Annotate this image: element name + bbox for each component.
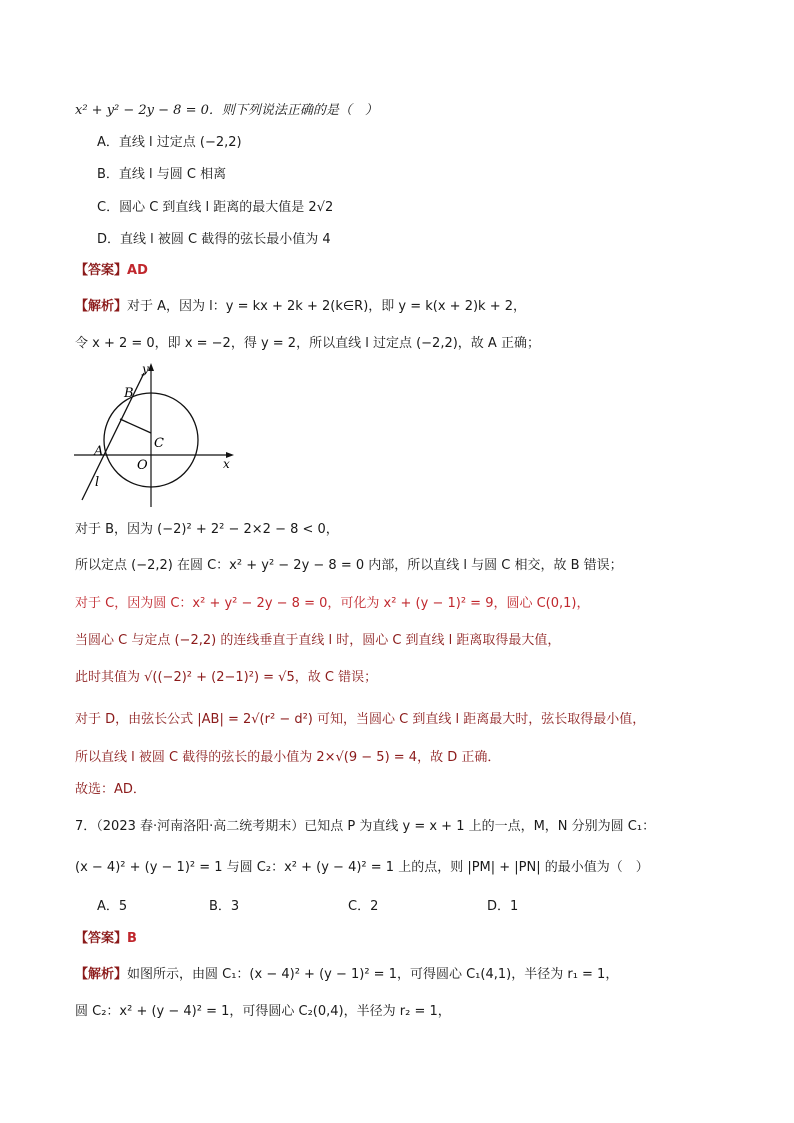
analysis-label: 【解析】 bbox=[75, 299, 128, 314]
answer-7-value: B bbox=[127, 931, 137, 946]
answer-7-line bbox=[75, 930, 137, 948]
label-y: y bbox=[142, 362, 149, 376]
q7-option-d: D．1 bbox=[487, 899, 519, 914]
answer-value: AD bbox=[127, 263, 148, 278]
option-a: A．直线 l 过定点 (−2,2) bbox=[97, 135, 242, 150]
analysis-line-7: 此时其值为 √((−2)² + (2−1)²) = √5，故 C 错误； bbox=[75, 670, 378, 685]
answer-label: 【答案】 bbox=[75, 263, 128, 278]
circle-line-figure bbox=[70, 355, 240, 510]
analysis-line-10: 故选：AD． bbox=[75, 782, 146, 797]
answer-line bbox=[75, 262, 148, 280]
question-7-line-1: 7．（2023 春·河南洛阳·高二统考期末）已知点 P 为直线 y = x + 1 上的一点，M，N 分别为圆 C₁： bbox=[75, 819, 656, 834]
analysis-line-5: 对于 C，因为圆 C：x² + y² − 2y − 8 = 0，可化为 x² + (y − 1)² = 9，圆心 C(0,1)， bbox=[75, 596, 590, 611]
analysis-line-6: 当圆心 C 与定点 (−2,2) 的连线垂直于直线 l 时，圆心 C 到直线 l 距离取得最大值， bbox=[75, 633, 561, 648]
option-b: B．直线 l 与圆 C 相离 bbox=[97, 167, 227, 182]
answer-7-label: 【答案】 bbox=[75, 931, 128, 946]
analysis-line-9: 所以直线 l 被圆 C 截得的弦长的最小值为 2×√(9 − 5) = 4，故 D 正确． bbox=[75, 750, 501, 765]
label-x: x bbox=[223, 457, 230, 471]
q7-option-a: A．5 bbox=[97, 899, 128, 914]
q7-option-b: B．3 bbox=[209, 899, 240, 914]
label-c: C bbox=[154, 436, 164, 451]
analysis-line-2: 令 x + 2 = 0，即 x = −2，得 y = 2，所以直线 l 过定点 (−2,2)，故 A 正确； bbox=[75, 336, 540, 351]
analysis-line-1: 【解析】对于 A，因为 l：y = kx + 2k + 2(k∈R)，即 y = k(x + 2)k + 2， bbox=[75, 299, 527, 314]
option-d: D．直线 l 被圆 C 截得的弦长最小值为 4 bbox=[97, 232, 331, 247]
option-c: C．圆心 C 到直线 l 距离的最大值是 2√2 bbox=[97, 200, 334, 215]
analysis-7-line-1: 【解析】如图所示，由圆 C₁：(x − 4)² + (y − 1)² = 1，可得圆心 C₁(4,1)，半径为 r₁ = 1， bbox=[75, 967, 619, 982]
analysis-line-3: 对于 B，因为 (−2)² + 2² − 2×2 − 8 < 0， bbox=[75, 522, 339, 537]
analysis-7-line-2: 圆 C₂：x² + (y − 4)² = 1，可得圆心 C₂(0,4)，半径为 r₂ = 1， bbox=[75, 1004, 451, 1019]
question-tail: x² + y² − 2y − 8 = 0．则下列说法正确的是（ ） bbox=[75, 103, 378, 118]
q7-option-c: C．2 bbox=[348, 899, 379, 914]
analysis-line-8: 对于 D，由弦长公式 |AB| = 2√(r² − d²) 可知，当圆心 C 到直线 l 距离最大时，弦长取得最小值， bbox=[75, 712, 646, 727]
analysis-7-label: 【解析】 bbox=[75, 967, 128, 982]
label-o: O bbox=[137, 458, 148, 473]
label-b: B bbox=[124, 386, 134, 401]
label-a: A bbox=[94, 444, 104, 459]
question-7-line-2: (x − 4)² + (y − 1)² = 1 与圆 C₂：x² + (y − 4)² = 1 上的点，则 |PM| + |PN| 的最小值为（ ） bbox=[75, 860, 649, 875]
label-l: l bbox=[95, 475, 100, 490]
analysis-line-4: 所以定点 (−2,2) 在圆 C：x² + y² − 2y − 8 = 0 内部，所以直线 l 与圆 C 相交，故 B 错误； bbox=[75, 558, 623, 573]
